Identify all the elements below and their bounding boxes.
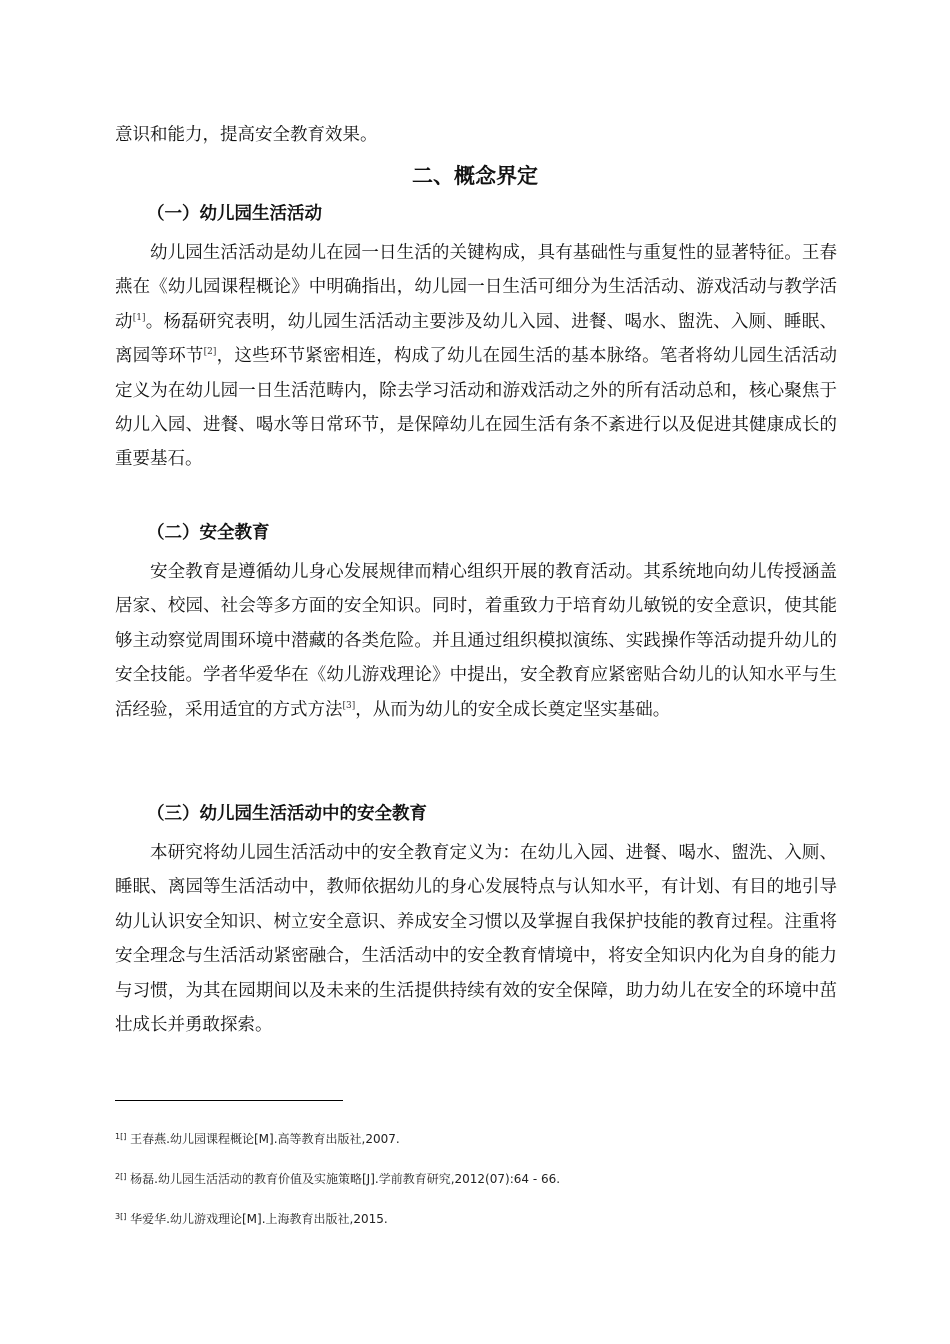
intro-paragraph-tail: 意识和能力，提高安全教育效果。	[115, 125, 378, 145]
footnote-3	[115, 1210, 837, 1227]
paragraph-segment: 。杨磊研究表明，幼儿园生活活动主要涉及幼儿入园、进餐、喝水、盥洗、入厕、睡眠、离园等环节	[115, 311, 838, 367]
footnote-mark: 2[]	[115, 1172, 127, 1181]
paragraph-safety-in-living-activities: 本研究将幼儿园生活活动中的安全教育定义为：在幼儿入园、进餐、喝水、盥洗、入厕、睡眠、离园等生活活动中，教师依据幼儿的身心发展特点与认知水平，有计划、有目的地引导幼儿认识安全知识、树立安全意识、养成安全习惯以及掌握自我保护技能的教育过程。注重将安全理念与生活活动紧密融合，生活活动中的安全教育情境中，将安全知识内化为自身的能力与习惯，为其在园期间以及未来的生活提供持续有效的安全保障，助力幼儿在安全的环境中茁壮成长并勇敢探索。	[115, 843, 837, 1036]
footnote-text: 王春燕.幼儿园课程概论[M].高等教育出版社,2007.	[130, 1132, 400, 1146]
paragraph-segment: ，从而为幼儿的安全成长奠定坚实基础。	[355, 699, 671, 720]
paragraph-segment: ，这些环节紧密相连，构成了幼儿在园生活的基本脉络。笔者将幼儿园生活活动定义为在幼儿园一日生活范畴内，除去学习活动和游戏活动之外的所有活动总和，核心聚焦于幼儿入园、进餐、喝水等日常环节，是保障幼儿在园生活有条不紊进行以及促进其健康成长的重要基石。	[115, 346, 837, 470]
citation-ref-2: [2]	[203, 347, 217, 358]
footnote-text: 杨磊.幼儿园生活活动的教育价值及实施策略[J].学前教育研究,2012(07):64 - 66.	[130, 1172, 561, 1186]
subsection-title-2: （二）安全教育	[147, 523, 270, 543]
paragraph-safety-education	[115, 555, 837, 727]
paragraph-segment: 安全教育是遵循幼儿身心发展规律而精心组织开展的教育活动。其系统地向幼儿传授涵盖居家、校园、社会等多方面的安全知识。同时，着重致力于培育幼儿敏锐的安全意识，使其能够主动察觉周围环境中潜藏的各类危险。并且通过组织模拟演练、实践操作等活动提升幼儿的安全技能。学者华爱华在《幼儿游戏理论》中提出，安全教育应紧密贴合幼儿的认知水平与生活经验，采用适宜的方式方法	[115, 562, 837, 720]
citation-ref-3: [3]	[342, 700, 356, 711]
subsection-title-3: （三）幼儿园生活活动中的安全教育	[147, 804, 427, 824]
footnote-mark: 3[]	[115, 1212, 127, 1221]
footnote-1	[115, 1130, 837, 1147]
citation-ref-1: [1]	[132, 312, 146, 323]
subsection-title-1: （一）幼儿园生活活动	[147, 204, 322, 224]
footnote-mark: 1[]	[115, 1132, 127, 1141]
footnote-text: 华爱华.幼儿游戏理论[M].上海教育出版社,2015.	[130, 1212, 388, 1226]
paragraph-segment: 幼儿园生活活动是幼儿在园一日生活的关键构成，具有基础性与重复性的显著特征。王春燕在《幼儿园课程概论》中明确指出，幼儿园一日生活可细分为生活活动、游戏活动与教学活动	[115, 243, 837, 332]
footnote-2	[115, 1170, 837, 1187]
paragraph-living-activities	[115, 236, 837, 477]
section-title: 二、概念界定	[412, 164, 538, 188]
footnote-divider	[115, 1100, 343, 1101]
